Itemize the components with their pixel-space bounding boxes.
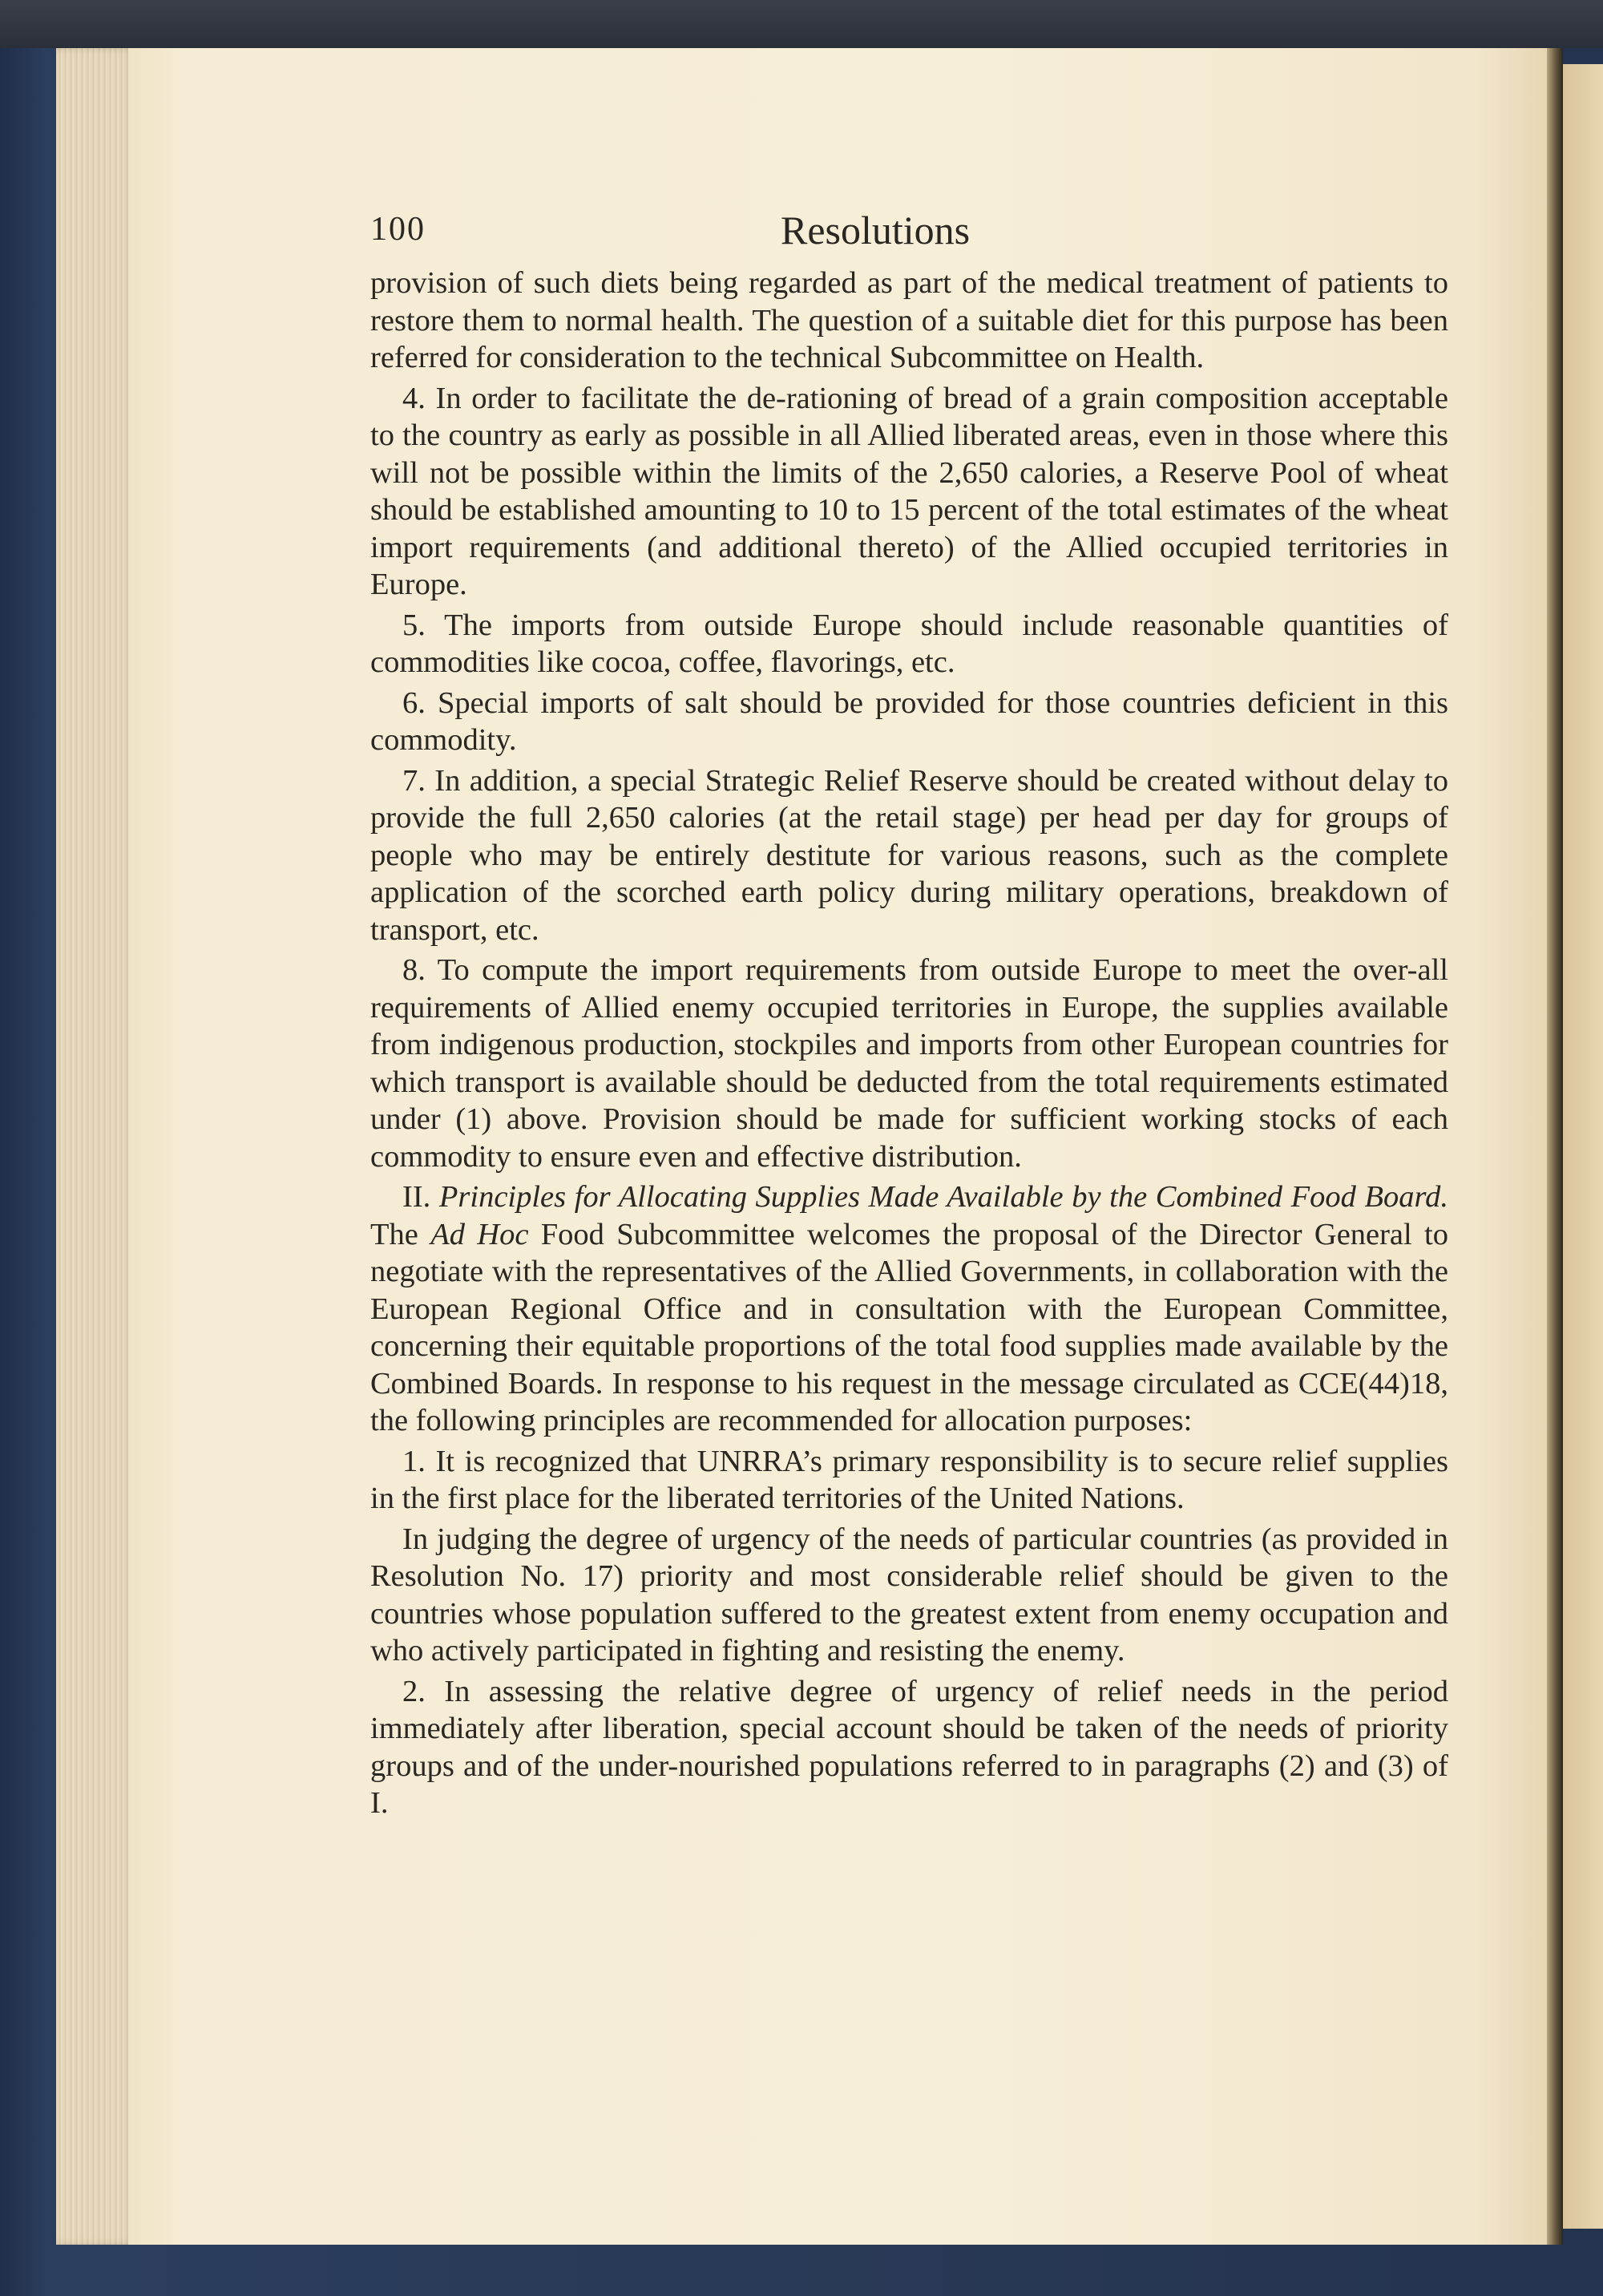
paragraph-principle-1: 1. It is recognized that UNRRA’s primary responsibility is to secure relief supplies in the first place for the liberated territories of the United Nations. (370, 1444, 1448, 1515)
book-gutter (1547, 48, 1563, 2245)
book-top-edge (0, 0, 1603, 48)
section-ii-adhoc: Ad Hoc (430, 1217, 529, 1251)
page-number: 100 (370, 211, 426, 248)
running-title: Resolutions (781, 208, 971, 253)
page-text-block (370, 207, 1448, 1825)
running-head (370, 207, 1448, 265)
paragraph-section-ii (370, 1178, 1448, 1440)
paragraph-item-4: 4. In order to facilitate the de-rationing of bread of a grain composition acceptable to the country as early as possible in all Allied liberated areas, even in those where this will not be possible within the limits of the 2,650 calories, a Reserve Pool of wheat should be established amounting to 10 to 15 percent of the total estimates of the wheat import requirements (and additional thereto) of the Allied occupied territories in Europe. (370, 381, 1448, 601)
page-edge-stack (56, 48, 136, 2245)
paragraph-continued: provision of such diets being regarded as part of the medical treatment of patients to restore them to normal health. The question of a suitable diet for this purpose has been referred for consideration to the technical Subcommittee on Health. (370, 266, 1448, 374)
facing-page-sliver (1563, 64, 1603, 2229)
paragraph-item-5: 5. The imports from outside Europe should include reasonable quantities of commodities like cocoa, coffee, flavorings, etc. (370, 608, 1448, 679)
section-ii-prefix: II. (402, 1180, 439, 1214)
body-text (370, 265, 1448, 1822)
paragraph-item-6: 6. Special imports of salt should be provided for those countries deficient in this commodity. (370, 685, 1448, 757)
paragraph-item-8: 8. To compute the import requirements from outside Europe to meet the over-all requirements of Allied enemy occupied territories in Europe, the supplies available from indigenous production, stockpiles and imports from other European countries for which transport is available should be deducted from the total requirements estimated under (1) above. Provision should be made for sufficient working stocks of each commodity to ensure even and effective distribution. (370, 953, 1448, 1174)
section-ii-mid: The (370, 1217, 431, 1251)
paragraph-principle-2: 2. In assessing the relative degree of urgency of relief needs in the period immediately after liberation, special account should be taken of the needs of priority groups and of the under-nourished populations referred to in paragraphs (2) and (3) of I. (370, 1674, 1448, 1820)
section-ii-body: Food Subcommittee welcomes the proposal of the Director General to negotiate with the representatives of the Allied Governments, in collaboration with the European Regional Office and in consultation with the European Committee, concerning their equitable proportions of the total food supplies made available by the Combined Boards. In response to his request in the message circulated as CCE(44)18, the following principles are recommended for allocation purposes: (370, 1217, 1448, 1437)
paragraph-urgency: In judging the degree of urgency of the needs of particular countries (as provided in Resolution No. 17) priority and most considerable relief should be given to the countries whose population suffered to the greatest extent from enemy occupation and who actively participated in fighting and resisting the enemy. (370, 1522, 1448, 1667)
paragraph-item-7: 7. In addition, a special Strategic Relief Reserve should be created without delay to provide the full 2,650 calories (at the retail stage) per head per day for groups of people who may be entirely destitute for various reasons, such as the complete application of the scorched earth policy during military operations, breakdown of transport, etc. (370, 763, 1448, 947)
section-ii-heading: Principles for Allocating Supplies Made Available by the Combined Food Board. (438, 1180, 1448, 1214)
